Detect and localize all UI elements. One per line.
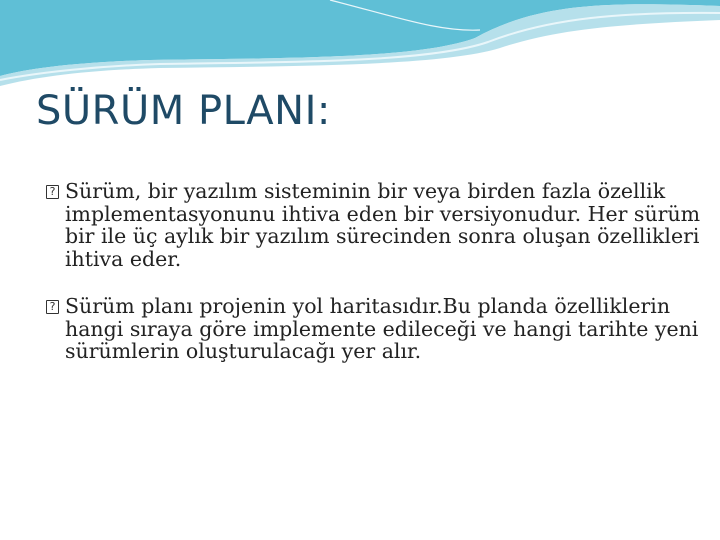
bullet-list: [46, 180, 706, 388]
bullet-text-1: Sürüm, bir yazılım sisteminin bir veya birden fazla özellik implementasyonunu ihtiva eden bir versiyonudur. Her sürüm bir ile üç aylık bir yazılım sürecinden sonra oluşan özellikleri ihtiva eder.: [65, 179, 701, 271]
bullet-text-2: Sürüm planı projenin yol haritasıdır.Bu planda özelliklerin hangi sıraya göre implemente edileceği ve hangi tarihte yeni sürümlerin oluşturulacağı yer alır.: [65, 294, 699, 363]
header-wave-decoration: [0, 0, 720, 90]
slide-title: SÜRÜM PLANI:: [36, 88, 331, 134]
bullet-item-2: [46, 295, 706, 363]
bullet-item-1: [46, 180, 706, 270]
missing-glyph-icon: [46, 300, 59, 314]
missing-glyph-icon: [46, 185, 59, 199]
